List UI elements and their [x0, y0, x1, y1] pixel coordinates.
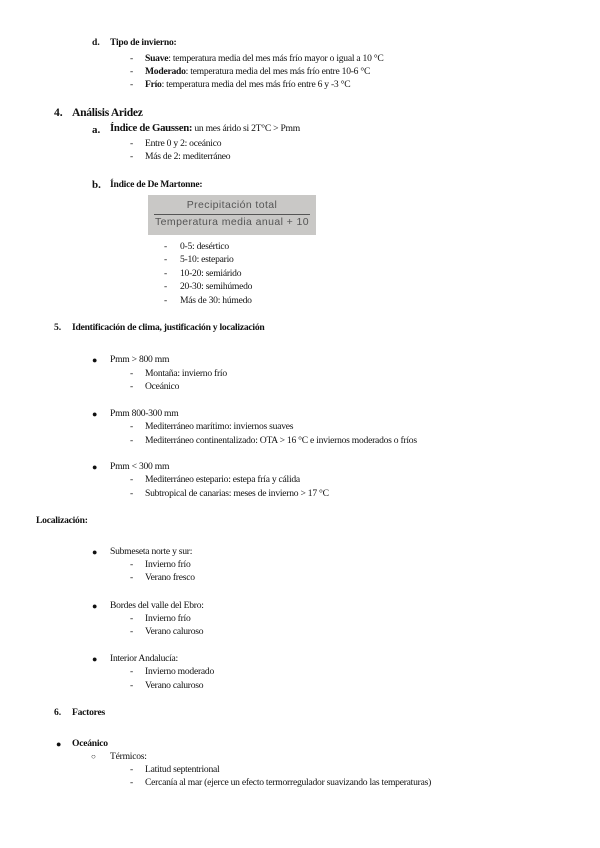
bullet-marker: ● [92, 462, 98, 472]
group-label: Pmm > 800 mm [110, 354, 170, 365]
section-heading: Factores [72, 707, 105, 718]
subsection-title: Índice de Gaussen: [110, 122, 193, 134]
group-sublabel: Térmicos: [110, 751, 147, 762]
dash-marker: - [130, 613, 134, 624]
term: Frío [145, 79, 162, 90]
fraction-bar [154, 214, 310, 215]
bullet-marker: ● [92, 547, 98, 557]
dash-marker: - [130, 777, 134, 788]
dash-marker: - [130, 488, 134, 499]
list-item [145, 66, 370, 78]
list-item: Más de 30: húmedo [180, 295, 252, 306]
circle-marker: ○ [91, 752, 96, 761]
formula-numerator: Precipitación total [186, 199, 278, 211]
list-item: Invierno frío [145, 613, 191, 624]
dash-marker: - [130, 66, 134, 77]
dash-marker: - [164, 268, 168, 279]
list-marker: 4. [54, 106, 63, 119]
definition: : temperatura media del mes más frío entre 10-6 °C [185, 66, 371, 77]
bullet-marker: ● [92, 601, 98, 611]
list-item: Mediterráneo estepario: estepa fría y cálida [145, 474, 300, 485]
bullet-marker: ● [56, 739, 62, 749]
dash-marker: - [130, 421, 134, 432]
term: Moderado [145, 66, 186, 77]
dash-marker: - [130, 138, 134, 149]
dash-marker: - [164, 241, 168, 252]
group-label: Oceánico [72, 738, 108, 749]
section-heading: Tipo de invierno: [110, 37, 177, 48]
dash-marker: - [130, 79, 134, 90]
dash-marker: - [130, 626, 134, 637]
section-heading: Análisis Aridez [72, 106, 143, 119]
list-item: 5-10: estepario [180, 254, 234, 265]
list-item: Verano fresco [145, 572, 195, 583]
list-marker: a. [92, 124, 101, 136]
list-item [145, 53, 384, 65]
list-item: Cercanía al mar (ejerce un efecto termorregulador suavizando las temperaturas) [145, 777, 432, 788]
subsection-heading [110, 122, 300, 135]
list-item [145, 79, 350, 91]
dash-marker: - [130, 572, 134, 583]
dash-marker: - [130, 381, 134, 392]
dash-marker: - [164, 281, 168, 292]
list-item: Entre 0 y 2: oceánico [145, 138, 222, 149]
list-marker: 6. [54, 707, 62, 718]
list-item: Más de 2: mediterráneo [145, 151, 231, 162]
formula-image [148, 195, 316, 235]
subsection-heading: Índice de De Martonne: [110, 179, 203, 190]
dash-marker: - [130, 559, 134, 570]
dash-marker: - [130, 368, 134, 379]
term: Suave [145, 53, 169, 64]
list-item: Invierno frío [145, 559, 191, 570]
group-label: Interior Andalucía: [110, 653, 178, 664]
group-label: Pmm < 300 mm [110, 461, 170, 472]
dash-marker: - [130, 53, 134, 64]
list-item: 0-5: desértico [180, 241, 229, 252]
list-item: Verano caluroso [145, 626, 204, 637]
list-item: Subtropical de canarias: meses de invierno > 17 °C [145, 488, 329, 499]
list-item: 10-20: semiárido [180, 268, 242, 279]
group-label: Pmm 800-300 mm [110, 408, 179, 419]
list-item: Mediterráneo continentalizado: OTA > 16 °C e inviernos moderados o fríos [145, 435, 417, 446]
section-heading: Identificación de clima, justificación y localización [72, 322, 265, 333]
bullet-marker: ● [92, 355, 98, 365]
list-item: Oceánico [145, 381, 180, 392]
list-item: Montaña: invierno frío [145, 368, 227, 379]
group-label: Bordes del valle del Ebro: [110, 600, 204, 611]
dash-marker: - [130, 680, 134, 691]
definition: : temperatura media del mes más frío mayor o igual a 10 °C [168, 53, 384, 64]
list-item: Latitud septentrional [145, 764, 220, 775]
dash-marker: - [164, 254, 168, 265]
dash-marker: - [130, 435, 134, 446]
list-marker: b. [92, 179, 101, 191]
list-item: Invierno moderado [145, 666, 215, 677]
group-label: Submeseta norte y sur: [110, 546, 193, 557]
dash-marker: - [130, 151, 134, 162]
definition: : temperatura media del mes más frío entre 6 y -3 °C [161, 79, 351, 90]
dash-marker: - [130, 474, 134, 485]
list-item: Mediterráneo marítimo: inviernos suaves [145, 421, 294, 432]
dash-marker: - [130, 666, 134, 677]
dash-marker: - [130, 764, 134, 775]
bullet-marker: ● [92, 654, 98, 664]
bullet-marker: ● [92, 409, 98, 419]
section-heading: Localización: [36, 515, 88, 526]
subsection-text: un mes árido si 2T°C > Pmm [192, 123, 300, 134]
list-item: 20-30: semihúmedo [180, 281, 253, 292]
formula-denominator: Temperatura media anual + 10 [155, 216, 309, 228]
list-item: Verano caluroso [145, 680, 204, 691]
dash-marker: - [164, 295, 168, 306]
list-marker: 5. [54, 322, 62, 333]
list-marker: d. [92, 37, 100, 48]
